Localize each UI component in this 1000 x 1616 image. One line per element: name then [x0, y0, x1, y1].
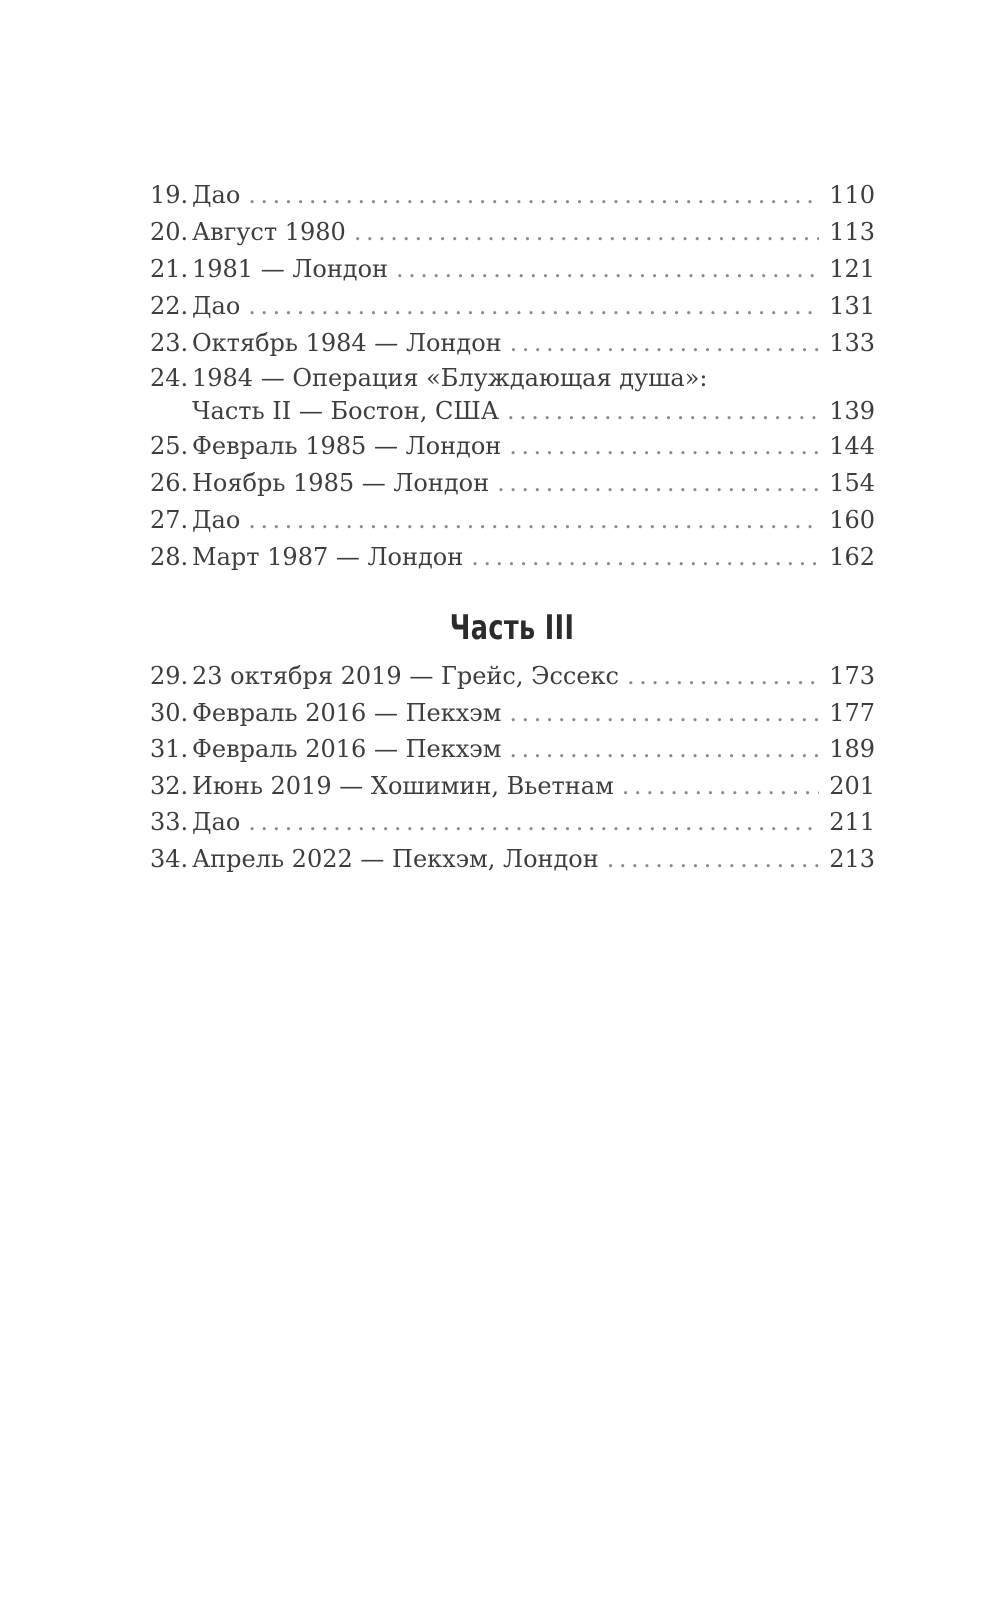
toc-entry-number: 32. [150, 771, 189, 800]
toc-dot-leader [607, 841, 819, 878]
toc-entry-number: 23. [150, 329, 189, 357]
toc-entry-title: 23 октября 2019 — Грейс, Эссекс [192, 662, 619, 690]
toc-page-number: 110 [829, 181, 875, 209]
toc-dot-leader [510, 325, 819, 362]
toc-entry[interactable] [150, 428, 875, 465]
part-heading-row [150, 598, 875, 658]
toc-page-number: 189 [829, 735, 875, 763]
toc-entry[interactable] [150, 658, 875, 695]
toc-section [150, 177, 875, 576]
toc-entry-title: Февраль 2016 — Пекхэм [192, 735, 502, 763]
toc-entry-number: 31. [150, 735, 189, 763]
toc-entry-number: 29. [150, 662, 189, 690]
toc-dot-leader [497, 465, 819, 502]
toc-dot-leader [509, 428, 819, 465]
toc-page-number: 173 [829, 662, 875, 690]
toc-entry-title: Март 1987 — Лондон [192, 543, 464, 571]
toc-entry[interactable] [150, 841, 875, 878]
toc-entry[interactable] [150, 288, 875, 325]
toc-entry[interactable] [150, 251, 875, 288]
table-of-contents [150, 177, 875, 877]
toc-entry-line-2 [150, 395, 875, 428]
toc-entry[interactable] [150, 804, 875, 841]
toc-entry[interactable] [150, 695, 875, 732]
toc-dot-leader [471, 539, 819, 576]
toc-entry-title: Дао [192, 808, 241, 836]
toc-entry-number: 25. [150, 432, 189, 460]
toc-dot-leader [248, 177, 819, 214]
toc-page-number: 211 [829, 808, 875, 836]
toc-entry-title: Октябрь 1984 — Лондон [192, 329, 502, 357]
toc-entry-number: 33. [150, 808, 189, 836]
toc-entry-title: Февраль 1985 — Лондон [192, 432, 502, 460]
toc-entry-number: 19. [150, 181, 189, 209]
toc-page-number: 121 [829, 255, 875, 283]
toc-page-number: 144 [829, 432, 875, 460]
toc-entry-title: Дао [192, 506, 241, 534]
toc-dot-leader [354, 214, 819, 251]
toc-dot-leader [248, 804, 819, 841]
toc-entry-title: 1984 — Операция «Блуждающая душа»: [192, 364, 708, 392]
toc-entry[interactable] [150, 502, 875, 539]
toc-page-number: 160 [829, 506, 875, 534]
toc-entry[interactable] [150, 177, 875, 214]
toc-page-number: 162 [829, 543, 875, 571]
toc-dot-leader [507, 395, 819, 428]
toc-entry[interactable] [150, 465, 875, 502]
toc-entry-number: 21. [150, 255, 189, 283]
toc-page-number: 113 [829, 218, 875, 246]
toc-page-number: 213 [829, 844, 875, 873]
toc-entry-title: Дао [192, 292, 241, 320]
toc-entry-title: Февраль 2016 — Пекхэм [192, 698, 502, 727]
toc-entry-title: Ноябрь 1985 — Лондон [192, 469, 490, 497]
toc-entry-number: 24. [150, 364, 189, 392]
toc-entry-title: Август 1980 [192, 218, 346, 246]
toc-section [150, 598, 875, 877]
toc-entry-title: Апрель 2022 — Пекхэм, Лондон [192, 844, 599, 873]
toc-page-number: 139 [829, 397, 875, 425]
toc-entry-title: Дао [192, 181, 241, 209]
toc-entry-number: 28. [150, 543, 189, 571]
toc-entry-line-1 [150, 362, 875, 395]
toc-entry-title: 1981 — Лондон [192, 255, 389, 283]
toc-entry[interactable] [150, 325, 875, 362]
toc-entry[interactable] [150, 539, 875, 576]
toc-dot-leader [627, 658, 819, 695]
toc-entry-number: 26. [150, 469, 189, 497]
toc-entry[interactable] [150, 214, 875, 251]
toc-entry[interactable] [150, 768, 875, 805]
toc-entry-number: 30. [150, 698, 189, 727]
toc-entry[interactable] [150, 731, 875, 768]
toc-dot-leader [248, 288, 819, 325]
toc-entry-number: 20. [150, 218, 189, 246]
toc-page-number: 154 [829, 469, 875, 497]
toc-page-number: 177 [829, 698, 875, 727]
toc-dot-leader [248, 502, 819, 539]
toc-page-number: 133 [829, 329, 875, 357]
part-heading: Часть III [450, 608, 575, 648]
toc-entry-subtitle: Часть II — Бостон, США [192, 397, 499, 425]
toc-dot-leader [396, 251, 819, 288]
toc-entry[interactable] [150, 362, 875, 428]
toc-dot-leader [509, 695, 819, 732]
toc-entry-title: Июнь 2019 — Хошимин, Вьетнам [192, 771, 614, 800]
toc-entry-number: 27. [150, 506, 189, 534]
toc-page-number: 131 [829, 292, 875, 320]
toc-dot-leader [622, 768, 819, 805]
toc-dot-leader [509, 731, 819, 768]
toc-page-number: 201 [829, 771, 875, 800]
toc-entry-number: 22. [150, 292, 189, 320]
toc-entry-number: 34. [150, 844, 189, 873]
